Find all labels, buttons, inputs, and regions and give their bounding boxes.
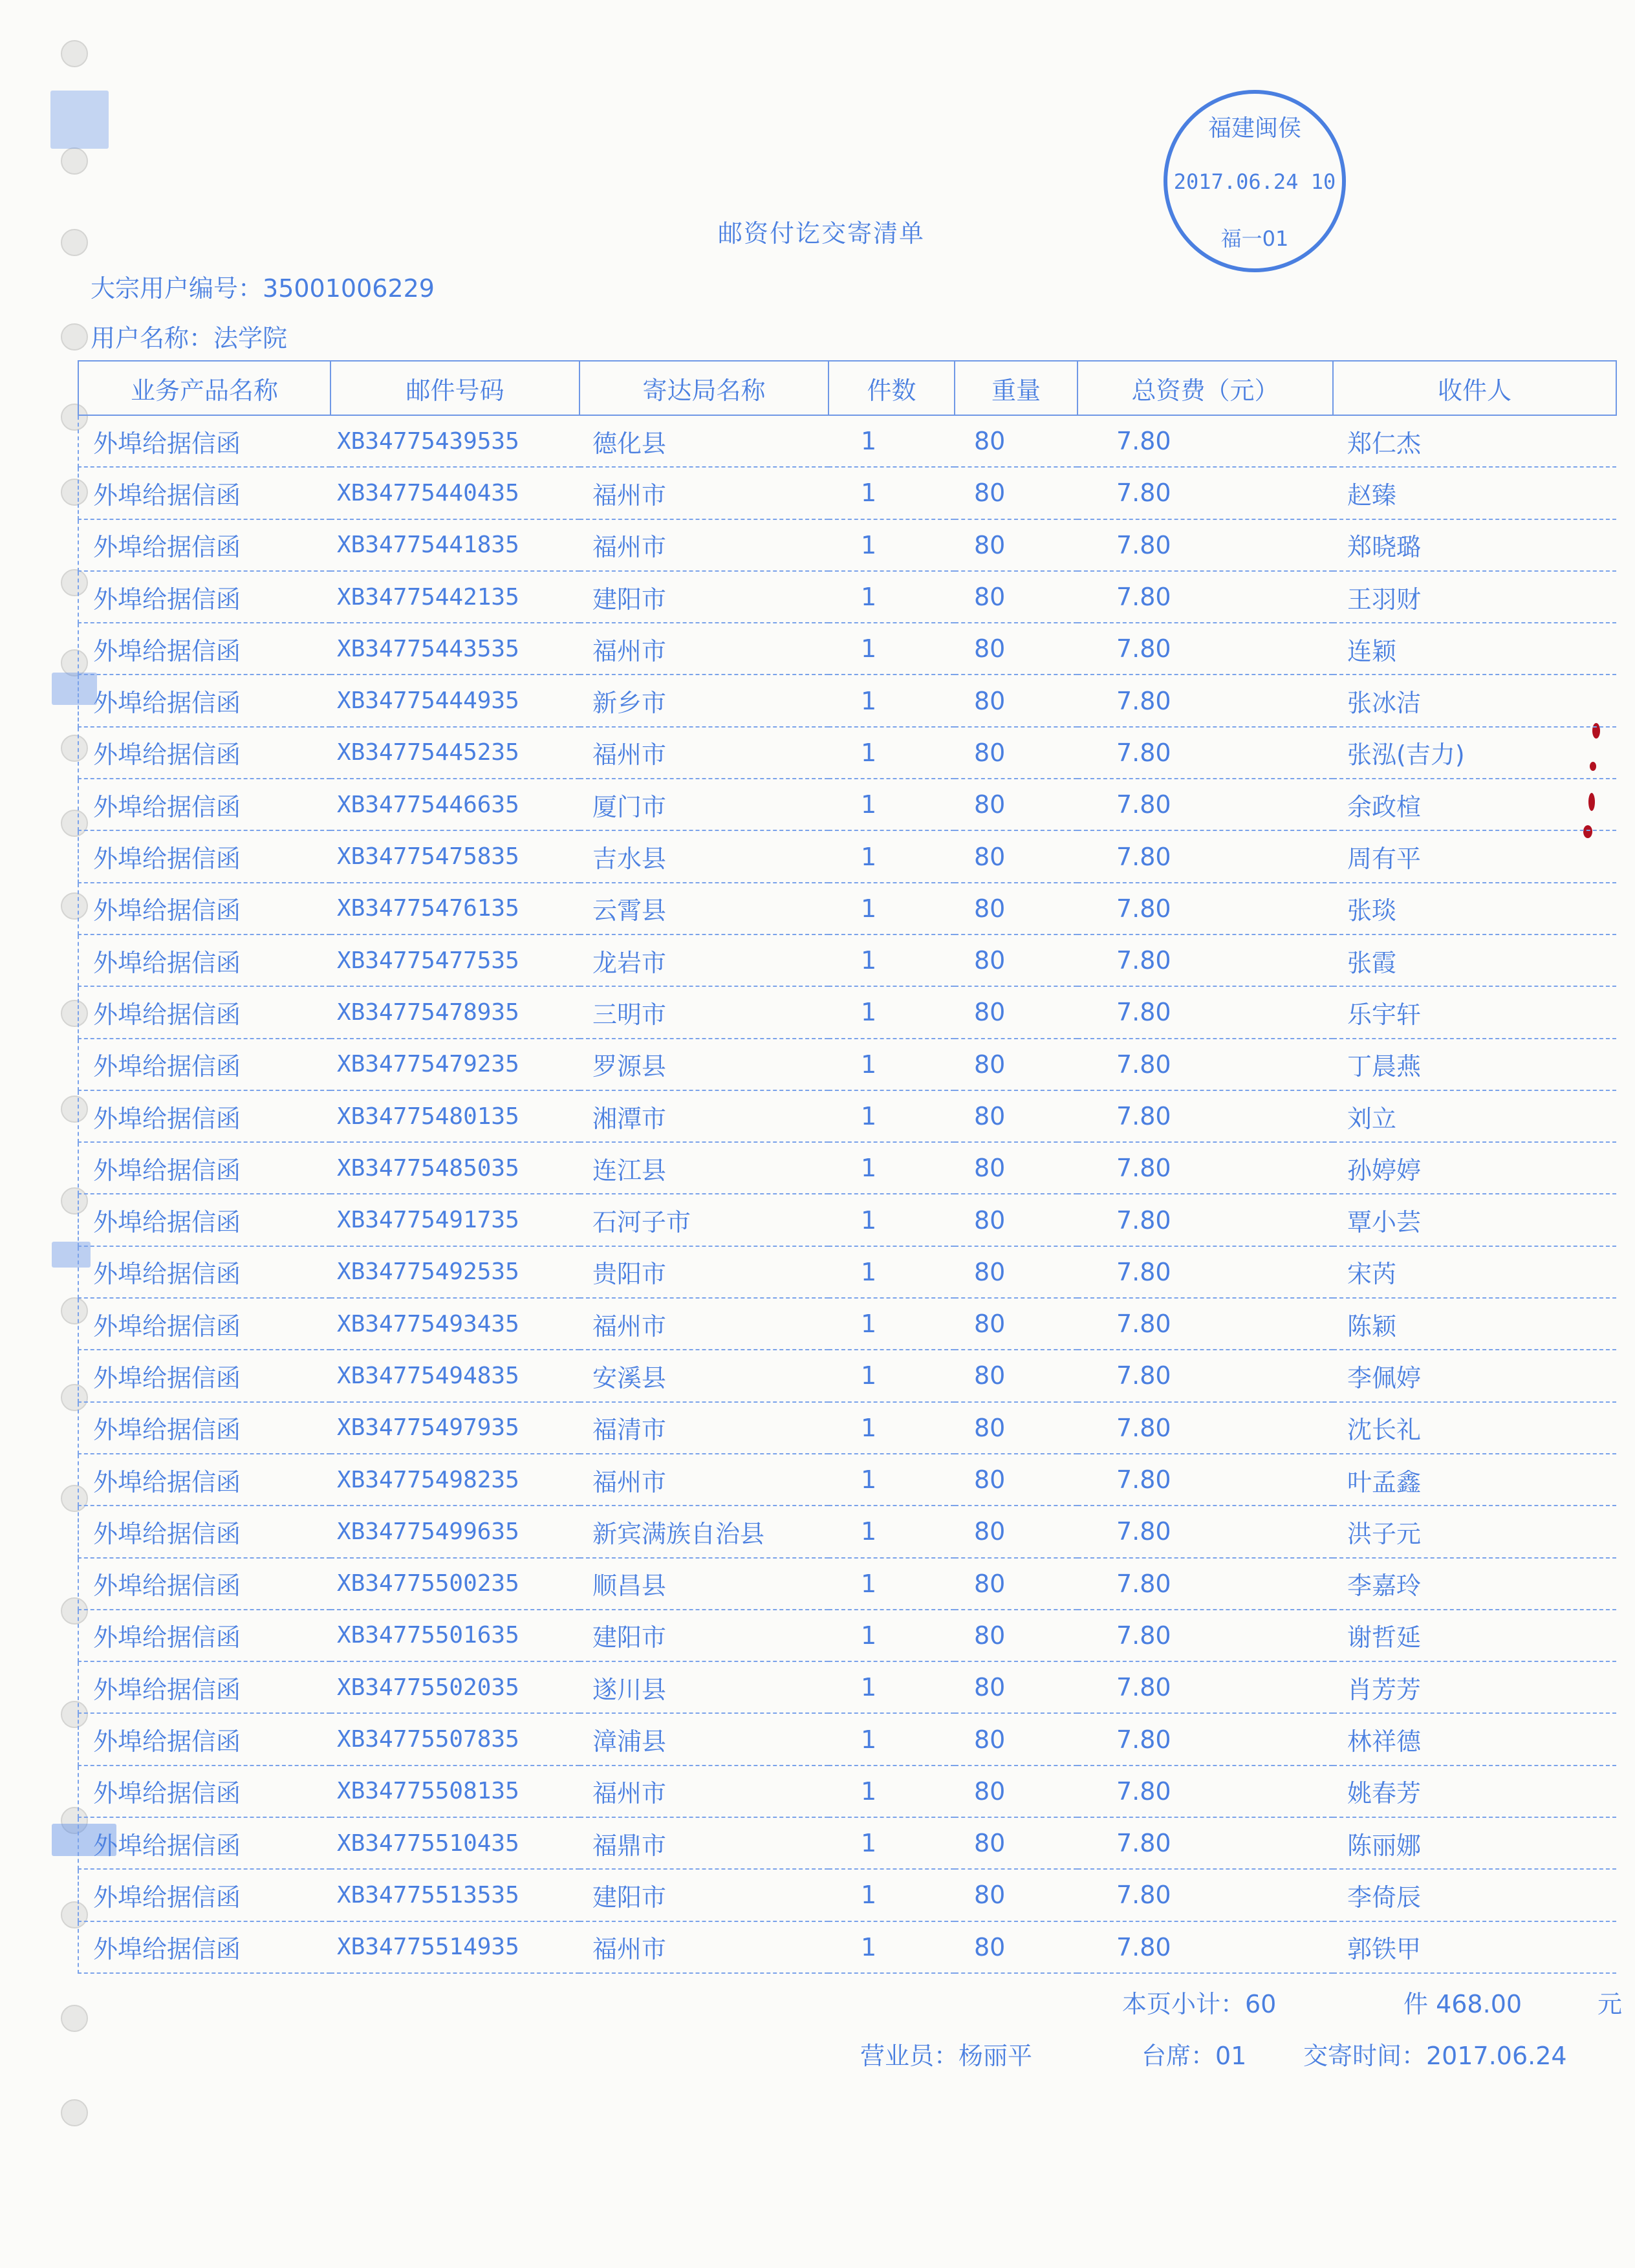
cell-fee: 7.80 <box>1077 1610 1333 1661</box>
cell-destination: 龙岩市 <box>579 934 828 986</box>
header-recipient: 收件人 <box>1333 361 1616 415</box>
cell-mail-number: XB34775440435 <box>330 467 579 519</box>
table-row <box>78 1298 1616 1350</box>
cell-product: 外埠给据信函 <box>78 415 330 467</box>
cell-fee: 7.80 <box>1077 1039 1333 1090</box>
cell-recipient: 赵臻 <box>1333 467 1616 519</box>
cell-quantity: 1 <box>828 1713 955 1765</box>
table-row <box>78 519 1616 571</box>
cell-weight: 80 <box>955 415 1077 467</box>
cell-weight: 80 <box>955 1766 1077 1817</box>
cell-destination: 福州市 <box>579 1298 828 1350</box>
punch-hole <box>61 40 88 67</box>
document-title: 邮资付讫交寄清单 <box>718 219 926 248</box>
cell-weight: 80 <box>955 519 1077 571</box>
table-row <box>78 1817 1616 1869</box>
cell-product: 外埠给据信函 <box>78 519 330 571</box>
user-name-line <box>91 318 287 354</box>
cell-mail-number: XB34775500235 <box>330 1558 579 1610</box>
cell-quantity: 1 <box>828 830 955 882</box>
cell-mail-number: XB34775501635 <box>330 1610 579 1661</box>
bulk-user-label: 大宗用户编号： <box>91 274 263 303</box>
cell-weight: 80 <box>955 934 1077 986</box>
table-row <box>78 1194 1616 1246</box>
cell-mail-number: XB34775508135 <box>330 1766 579 1817</box>
cell-recipient: 孙婷婷 <box>1333 1142 1616 1194</box>
cell-mail-number: XB34775439535 <box>330 415 579 467</box>
table-row <box>78 1766 1616 1817</box>
cell-recipient: 叶孟鑫 <box>1333 1454 1616 1506</box>
cell-mail-number: XB34775494835 <box>330 1350 579 1401</box>
cell-recipient: 郑晓璐 <box>1333 519 1616 571</box>
cell-weight: 80 <box>955 1454 1077 1506</box>
cell-mail-number: XB34775477535 <box>330 934 579 986</box>
cell-product: 外埠给据信函 <box>78 1142 330 1194</box>
cell-quantity: 1 <box>828 1298 955 1350</box>
cell-fee: 7.80 <box>1077 1194 1333 1246</box>
cell-weight: 80 <box>955 1350 1077 1401</box>
table-header-row <box>78 361 1616 415</box>
cell-recipient: 余政楦 <box>1333 779 1616 830</box>
table-row <box>78 1454 1616 1506</box>
cell-product: 外埠给据信函 <box>78 571 330 623</box>
table-row <box>78 1142 1616 1194</box>
mail-list-table <box>78 360 1617 1974</box>
cell-weight: 80 <box>955 1090 1077 1142</box>
cell-mail-number: XB34775478935 <box>330 986 579 1038</box>
cell-mail-number: XB34775497935 <box>330 1402 579 1454</box>
postmark-stamp <box>1158 84 1352 278</box>
cell-fee: 7.80 <box>1077 1713 1333 1765</box>
cell-product: 外埠给据信函 <box>78 1246 330 1298</box>
cell-quantity: 1 <box>828 1610 955 1661</box>
punch-hole <box>61 2099 88 2126</box>
cell-product: 外埠给据信函 <box>78 1402 330 1454</box>
table-row <box>78 986 1616 1038</box>
cell-mail-number: XB34775443535 <box>330 623 579 675</box>
cell-weight: 80 <box>955 1869 1077 1921</box>
cell-product: 外埠给据信函 <box>78 986 330 1038</box>
cell-fee: 7.80 <box>1077 1661 1333 1713</box>
cell-product: 外埠给据信函 <box>78 1506 330 1557</box>
table-row <box>78 1350 1616 1401</box>
cell-product: 外埠给据信函 <box>78 1713 330 1765</box>
cell-product: 外埠给据信函 <box>78 1350 330 1401</box>
table-row <box>78 1661 1616 1713</box>
cell-product: 外埠给据信函 <box>78 623 330 675</box>
cell-fee: 7.80 <box>1077 830 1333 882</box>
table-row <box>78 1869 1616 1921</box>
cell-mail-number: XB34775502035 <box>330 1661 579 1713</box>
cell-weight: 80 <box>955 883 1077 934</box>
cell-fee: 7.80 <box>1077 1142 1333 1194</box>
cell-weight: 80 <box>955 1713 1077 1765</box>
table-row <box>78 1610 1616 1661</box>
cell-recipient: 周有平 <box>1333 830 1616 882</box>
header-product: 业务产品名称 <box>78 361 330 415</box>
cell-mail-number: XB34775491735 <box>330 1194 579 1246</box>
cell-product: 外埠给据信函 <box>78 727 330 779</box>
cell-fee: 7.80 <box>1077 1298 1333 1350</box>
cell-recipient: 乐宇轩 <box>1333 986 1616 1038</box>
cell-mail-number: XB34775493435 <box>330 1298 579 1350</box>
cell-mail-number: XB34775498235 <box>330 1454 579 1506</box>
cell-destination: 德化县 <box>579 415 828 467</box>
cell-product: 外埠给据信函 <box>78 934 330 986</box>
table-row <box>78 415 1616 467</box>
cell-recipient: 王羽财 <box>1333 571 1616 623</box>
cell-mail-number: XB34775485035 <box>330 1142 579 1194</box>
cell-destination: 云霄县 <box>579 883 828 934</box>
cell-quantity: 1 <box>828 1090 955 1142</box>
submit-time: 交寄时间：2017.06.24 <box>1303 2042 1567 2070</box>
table-row <box>78 623 1616 675</box>
cell-product: 外埠给据信函 <box>78 1817 330 1869</box>
cell-mail-number: XB34775475835 <box>330 830 579 882</box>
cell-mail-number: XB34775514935 <box>330 1921 579 1973</box>
cell-recipient: 宋芮 <box>1333 1246 1616 1298</box>
cell-product: 外埠给据信函 <box>78 1921 330 1973</box>
cell-weight: 80 <box>955 571 1077 623</box>
cell-fee: 7.80 <box>1077 727 1333 779</box>
cell-destination: 福鼎市 <box>579 1817 828 1869</box>
cell-product: 外埠给据信函 <box>78 1298 330 1350</box>
cell-destination: 福州市 <box>579 727 828 779</box>
table-row <box>78 1713 1616 1765</box>
punch-hole <box>61 323 88 351</box>
cell-product: 外埠给据信函 <box>78 883 330 934</box>
cell-weight: 80 <box>955 1817 1077 1869</box>
table-row <box>78 1090 1616 1142</box>
cell-product: 外埠给据信函 <box>78 1610 330 1661</box>
cell-quantity: 1 <box>828 1661 955 1713</box>
cell-destination: 福州市 <box>579 1454 828 1506</box>
cell-quantity: 1 <box>828 1039 955 1090</box>
header-quantity: 件数 <box>828 361 955 415</box>
cell-quantity: 1 <box>828 415 955 467</box>
cell-recipient: 肖芳芳 <box>1333 1661 1616 1713</box>
cell-mail-number: XB34775492535 <box>330 1246 579 1298</box>
cell-fee: 7.80 <box>1077 779 1333 830</box>
cell-quantity: 1 <box>828 467 955 519</box>
cell-quantity: 1 <box>828 1558 955 1610</box>
counter-number: 台席：01 <box>1142 2042 1247 2070</box>
cell-weight: 80 <box>955 1298 1077 1350</box>
cell-weight: 80 <box>955 830 1077 882</box>
cell-product: 外埠给据信函 <box>78 1869 330 1921</box>
cell-product: 外埠给据信函 <box>78 1454 330 1506</box>
cell-fee: 7.80 <box>1077 1766 1333 1817</box>
cell-fee: 7.80 <box>1077 415 1333 467</box>
header-mail-number: 邮件号码 <box>330 361 579 415</box>
cell-destination: 罗源县 <box>579 1039 828 1090</box>
cell-destination: 建阳市 <box>579 1610 828 1661</box>
cell-weight: 80 <box>955 1142 1077 1194</box>
cell-fee: 7.80 <box>1077 883 1333 934</box>
cell-weight: 80 <box>955 1661 1077 1713</box>
table-row <box>78 1921 1616 1973</box>
cell-quantity: 1 <box>828 883 955 934</box>
cell-recipient: 郭铁甲 <box>1333 1921 1616 1973</box>
punch-hole <box>61 147 88 175</box>
table-row <box>78 1039 1616 1090</box>
cell-quantity: 1 <box>828 623 955 675</box>
cell-recipient: 陈颖 <box>1333 1298 1616 1350</box>
cell-product: 外埠给据信函 <box>78 467 330 519</box>
cell-weight: 80 <box>955 779 1077 830</box>
cell-quantity: 1 <box>828 1142 955 1194</box>
cell-weight: 80 <box>955 623 1077 675</box>
cell-weight: 80 <box>955 727 1077 779</box>
cell-destination: 安溪县 <box>579 1350 828 1401</box>
cell-mail-number: XB34775441835 <box>330 519 579 571</box>
cell-recipient: 刘立 <box>1333 1090 1616 1142</box>
cell-destination: 石河子市 <box>579 1194 828 1246</box>
table-row <box>78 571 1616 623</box>
cell-mail-number: XB34775513535 <box>330 1869 579 1921</box>
cell-destination: 遂川县 <box>579 1661 828 1713</box>
cell-recipient: 张琰 <box>1333 883 1616 934</box>
cell-recipient: 张泓(吉力) <box>1333 727 1616 779</box>
cell-weight: 80 <box>955 1039 1077 1090</box>
cell-mail-number: XB34775479235 <box>330 1039 579 1090</box>
cell-fee: 7.80 <box>1077 1350 1333 1401</box>
subtotal-amount: 件 468.00 <box>1403 1990 1522 2018</box>
cell-destination: 漳浦县 <box>579 1713 828 1765</box>
cell-fee: 7.80 <box>1077 1246 1333 1298</box>
cell-product: 外埠给据信函 <box>78 1558 330 1610</box>
cell-product: 外埠给据信函 <box>78 1039 330 1090</box>
cell-destination: 福清市 <box>579 1402 828 1454</box>
table-row <box>78 883 1616 934</box>
cell-mail-number: XB34775510435 <box>330 1817 579 1869</box>
cell-recipient: 张冰洁 <box>1333 675 1616 726</box>
table-row <box>78 779 1616 830</box>
cell-quantity: 1 <box>828 519 955 571</box>
cell-mail-number: XB34775446635 <box>330 779 579 830</box>
cell-mail-number: XB34775507835 <box>330 1713 579 1765</box>
clerk-name: 营业员：杨丽平 <box>860 2042 1033 2070</box>
cell-product: 外埠给据信函 <box>78 675 330 726</box>
cell-quantity: 1 <box>828 1817 955 1869</box>
cell-quantity: 1 <box>828 1869 955 1921</box>
cell-fee: 7.80 <box>1077 1506 1333 1557</box>
cell-mail-number: XB34775476135 <box>330 883 579 934</box>
cell-weight: 80 <box>955 1246 1077 1298</box>
table-row <box>78 1246 1616 1298</box>
cell-destination: 福州市 <box>579 1921 828 1973</box>
cell-fee: 7.80 <box>1077 519 1333 571</box>
cell-quantity: 1 <box>828 1766 955 1817</box>
cell-fee: 7.80 <box>1077 986 1333 1038</box>
cell-destination: 福州市 <box>579 519 828 571</box>
cell-destination: 三明市 <box>579 986 828 1038</box>
cell-product: 外埠给据信函 <box>78 830 330 882</box>
cell-destination: 连江县 <box>579 1142 828 1194</box>
cell-recipient: 郑仁杰 <box>1333 415 1616 467</box>
cell-destination: 新宾满族自治县 <box>579 1506 828 1557</box>
ink-smudge <box>50 91 109 149</box>
cell-weight: 80 <box>955 675 1077 726</box>
cell-recipient: 覃小芸 <box>1333 1194 1616 1246</box>
cell-recipient: 林祥德 <box>1333 1713 1616 1765</box>
cell-recipient: 姚春芳 <box>1333 1766 1616 1817</box>
cell-destination: 福州市 <box>579 1766 828 1817</box>
cell-quantity: 1 <box>828 1402 955 1454</box>
table-row <box>78 1506 1616 1557</box>
cell-product: 外埠给据信函 <box>78 1090 330 1142</box>
cell-quantity: 1 <box>828 1454 955 1506</box>
cell-quantity: 1 <box>828 1506 955 1557</box>
cell-fee: 7.80 <box>1077 571 1333 623</box>
cell-product: 外埠给据信函 <box>78 1661 330 1713</box>
cell-destination: 建阳市 <box>579 571 828 623</box>
cell-destination: 福州市 <box>579 467 828 519</box>
cell-fee: 7.80 <box>1077 1817 1333 1869</box>
cell-quantity: 1 <box>828 1350 955 1401</box>
cell-quantity: 1 <box>828 1194 955 1246</box>
cell-quantity: 1 <box>828 986 955 1038</box>
header-weight: 重量 <box>955 361 1077 415</box>
cell-mail-number: XB34775442135 <box>330 571 579 623</box>
table-row <box>78 675 1616 726</box>
cell-fee: 7.80 <box>1077 934 1333 986</box>
cell-fee: 7.80 <box>1077 1090 1333 1142</box>
cell-quantity: 1 <box>828 934 955 986</box>
cell-quantity: 1 <box>828 727 955 779</box>
cell-fee: 7.80 <box>1077 1402 1333 1454</box>
cell-recipient: 李嘉玲 <box>1333 1558 1616 1610</box>
cell-recipient: 李佩婷 <box>1333 1350 1616 1401</box>
bulk-user-line <box>91 268 435 304</box>
cell-fee: 7.80 <box>1077 467 1333 519</box>
cell-fee: 7.80 <box>1077 1558 1333 1610</box>
cell-weight: 80 <box>955 1194 1077 1246</box>
punch-hole <box>61 2005 88 2032</box>
punch-hole <box>61 229 88 256</box>
cell-weight: 80 <box>955 1610 1077 1661</box>
cell-destination: 福州市 <box>579 623 828 675</box>
cell-mail-number: XB34775444935 <box>330 675 579 726</box>
cell-destination: 吉水县 <box>579 830 828 882</box>
cell-mail-number: XB34775445235 <box>330 727 579 779</box>
cell-mail-number: XB34775480135 <box>330 1090 579 1142</box>
cell-weight: 80 <box>955 986 1077 1038</box>
cell-mail-number: XB34775499635 <box>330 1506 579 1557</box>
cell-product: 外埠给据信函 <box>78 1766 330 1817</box>
header-fee: 总资费（元） <box>1077 361 1333 415</box>
cell-destination: 湘潭市 <box>579 1090 828 1142</box>
cell-fee: 7.80 <box>1077 1869 1333 1921</box>
table-row <box>78 1558 1616 1610</box>
cell-recipient: 沈长礼 <box>1333 1402 1616 1454</box>
cell-weight: 80 <box>955 1506 1077 1557</box>
cell-recipient: 谢哲延 <box>1333 1610 1616 1661</box>
cell-fee: 7.80 <box>1077 623 1333 675</box>
table-row <box>78 934 1616 986</box>
cell-quantity: 1 <box>828 779 955 830</box>
cell-quantity: 1 <box>828 571 955 623</box>
subtotal-label: 本页小计：60 <box>1122 1990 1277 2018</box>
cell-fee: 7.80 <box>1077 1454 1333 1506</box>
cell-recipient: 洪子元 <box>1333 1506 1616 1557</box>
stamp-bottom-text: 福一01 <box>1220 226 1289 251</box>
cell-fee: 7.80 <box>1077 1921 1333 1973</box>
stamp-top-text: 福建闽侯 <box>1207 115 1302 142</box>
table-row <box>78 727 1616 779</box>
header-destination: 寄达局名称 <box>579 361 828 415</box>
cell-destination: 新乡市 <box>579 675 828 726</box>
cell-destination: 建阳市 <box>579 1869 828 1921</box>
cell-weight: 80 <box>955 1402 1077 1454</box>
cell-recipient: 陈丽娜 <box>1333 1817 1616 1869</box>
cell-recipient: 张霞 <box>1333 934 1616 986</box>
cell-recipient: 连颖 <box>1333 623 1616 675</box>
cell-destination: 贵阳市 <box>579 1246 828 1298</box>
table-row <box>78 1402 1616 1454</box>
cell-destination: 顺昌县 <box>579 1558 828 1610</box>
table-row <box>78 467 1616 519</box>
cell-quantity: 1 <box>828 675 955 726</box>
cell-destination: 厦门市 <box>579 779 828 830</box>
cell-product: 外埠给据信函 <box>78 1194 330 1246</box>
cell-product: 外埠给据信函 <box>78 779 330 830</box>
cell-recipient: 丁晨燕 <box>1333 1039 1616 1090</box>
cell-fee: 7.80 <box>1077 675 1333 726</box>
cell-weight: 80 <box>955 1558 1077 1610</box>
table-row <box>78 830 1616 882</box>
user-name: 法学院 <box>213 324 288 352</box>
stamp-date: 2017.06.24 10 <box>1173 169 1336 194</box>
cell-recipient: 李倚辰 <box>1333 1869 1616 1921</box>
user-name-label: 用户名称： <box>91 324 214 352</box>
cell-quantity: 1 <box>828 1921 955 1973</box>
cell-weight: 80 <box>955 1921 1077 1973</box>
cell-weight: 80 <box>955 467 1077 519</box>
bulk-user-id: 35001006229 <box>263 274 435 303</box>
currency-label: 元 <box>1597 1990 1623 2018</box>
cell-quantity: 1 <box>828 1246 955 1298</box>
